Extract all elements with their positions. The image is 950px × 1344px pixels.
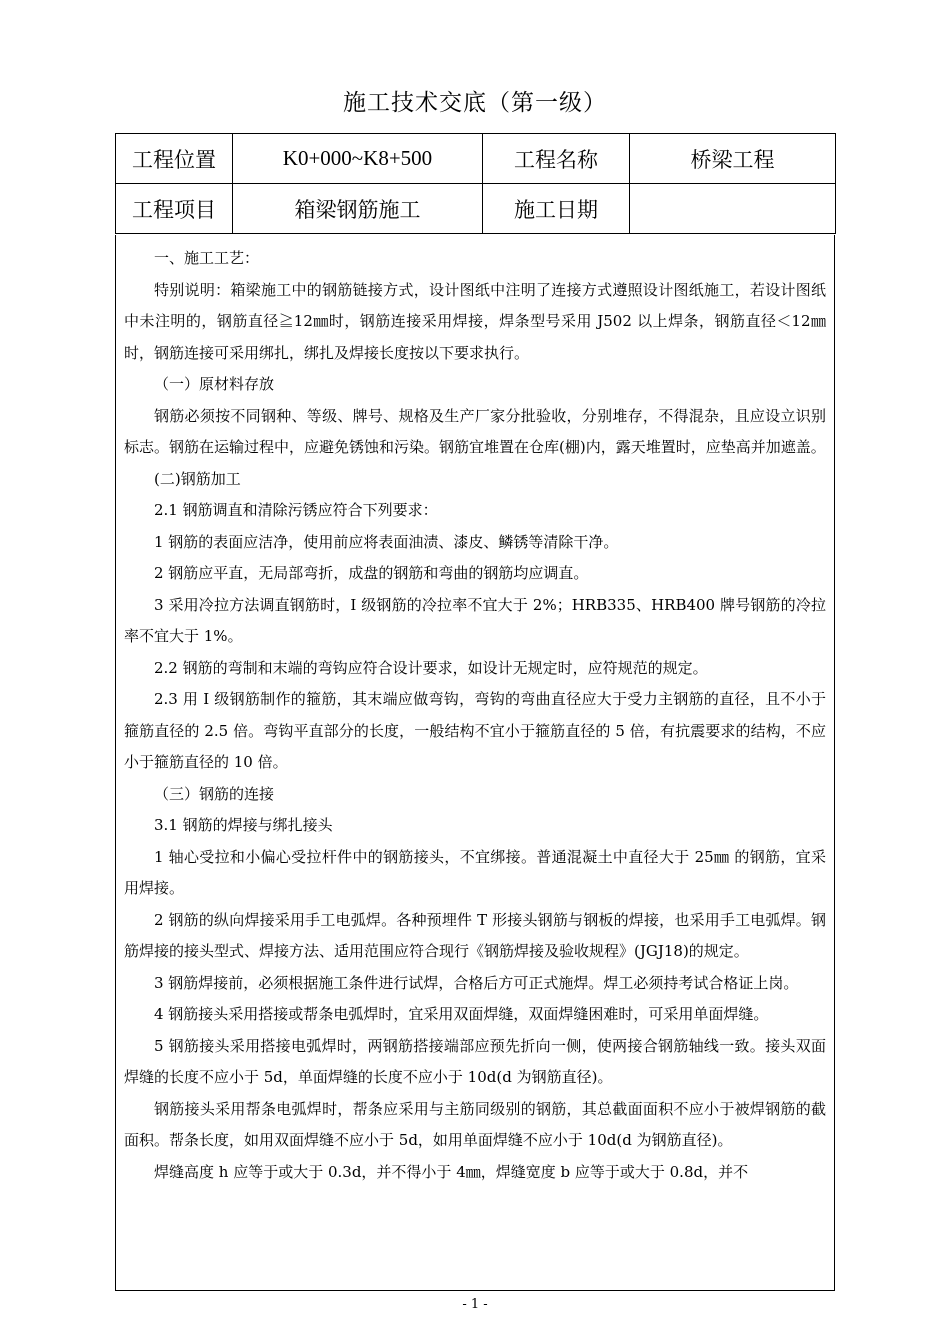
header-row-item — [116, 184, 836, 234]
paragraph-weld-height: 焊缝高度 h 应等于或大于 0.3d，并不得小于 4㎜，焊缝宽度 b 应等于或大于 0.8d，并不 — [154, 1162, 749, 1181]
paragraph-2-2: 2.2 钢筋的弯制和末端的弯钩应符合设计要求，如设计无规定时，应符规范的规定。 — [154, 658, 708, 677]
project-item-label: 工程项目 — [116, 184, 233, 234]
project-location-label: 工程位置 — [116, 134, 233, 184]
paragraph-3-1-1: 1 轴心受拉和小偏心受拉杆件中的钢筋接头，不宜绑接。普通混凝土中直径大于 25㎜ 的钢筋，宜采用焊接。 — [124, 847, 826, 897]
paragraph-2-1-1: 1 钢筋的表面应洁净，使用前应将表面油渍、漆皮、鳞锈等清除干净。 — [154, 532, 619, 551]
section-heading-connection: （三）钢筋的连接 — [154, 784, 275, 803]
paragraph-2-3: 2.3 用 I 级钢筋制作的箍筋，其末端应做弯钩，弯钩的弯曲直径应大于受力主钢筋的直径，且不小于箍筋直径的 2.5 倍。弯钩平直部分的长度，一般结构不宜小于箍筋直径的 5 倍，有抗震要求的结构，不应小于箍筋直径的 10 倍。 — [124, 690, 826, 771]
page-number: - 1 - — [462, 1297, 488, 1312]
content-box — [115, 235, 835, 1291]
paragraph-2-1-2: 2 钢筋应平直，无局部弯折，成盘的钢筋和弯曲的钢筋均应调直。 — [154, 564, 589, 582]
project-location-value: K0+000~K8+500 — [233, 134, 483, 184]
project-name-label: 工程名称 — [483, 134, 630, 184]
project-name-value: 桥梁工程 — [630, 134, 836, 184]
paragraph-3-1-4: 4 钢筋接头采用搭接或帮条电弧焊时，宜采用双面焊缝，双面焊缝困难时，可采用单面焊缝。 — [154, 1005, 769, 1023]
construction-date-label: 施工日期 — [483, 184, 630, 234]
section-heading-processing: (二)钢筋加工 — [154, 469, 241, 488]
special-note: 特别说明：箱梁施工中的钢筋链接方式，设计图纸中注明了连接方式遵照设计图纸施工，若设计图纸中未注明的，钢筋直径≧12㎜时，钢筋连接采用焊接，焊条型号采用 J502 以上焊条，钢筋直径＜12㎜时，钢筋连接可采用绑扎，绑扎及焊接长度按以下要求执行。 — [124, 280, 826, 362]
header-table — [115, 133, 836, 234]
construction-date-value — [630, 184, 836, 234]
paragraph-splice-bar: 钢筋接头采用帮条电弧焊时，帮条应采用与主筋同级别的钢筋，其总截面面积不应小于被焊钢筋的截面积。帮条长度，如用双面焊缝不应小于 5d，如用单面焊缝不应小于 10d(d 为钢筋直径)。 — [124, 1099, 826, 1149]
paragraph-3-1-3: 3 钢筋焊接前，必须根据施工条件进行试焊，合格后方可正式施焊。焊工必须持考试合格证上岗。 — [154, 973, 799, 992]
project-item-value: 箱梁钢筋施工 — [233, 184, 483, 234]
section-heading-process: 一、施工工艺： — [154, 249, 260, 267]
paragraph-2-1-3: 3 采用冷拉方法调直钢筋时，I 级钢筋的冷拉率不宜大于 2%；HRB335、HRB400 牌号钢筋的冷拉率不宜大于 1%。 — [124, 595, 826, 645]
paragraph-3-1-2: 2 钢筋的纵向焊接采用手工电弧焊。各种预埋件 T 形接头钢筋与钢板的焊接，也采用手工电弧焊。钢筋焊接的接头型式、焊接方法、适用范围应符合现行《钢筋焊接及验收规程》(JGJ18)的规定。 — [124, 910, 826, 960]
storage-paragraph: 钢筋必须按不同钢种、等级、牌号、规格及生产厂家分批验收，分别堆存，不得混杂，且应设立识别标志。钢筋在运输过程中，应避免锈蚀和污染。钢筋宜堆置在仓库(棚)内，露天堆置时，应垫高并加遮盖。 — [124, 406, 826, 456]
paragraph-2-1: 2.1 钢筋调直和清除污锈应符合下列要求： — [154, 501, 438, 519]
document-title: 施工技术交底（第一级） — [343, 90, 607, 116]
paragraph-3-1: 3.1 钢筋的焊接与绑扎接头 — [154, 816, 333, 834]
paragraph-3-1-5: 5 钢筋接头采用搭接电弧焊时，两钢筋搭接端部应预先折向一侧，使两接合钢筋轴线一致。接头双面焊缝的长度不应小于 5d，单面焊缝的长度不应小于 10d(d 为钢筋直径)。 — [124, 1036, 826, 1086]
header-row-location — [116, 134, 836, 184]
section-heading-storage: （一）原材料存放 — [154, 375, 275, 393]
